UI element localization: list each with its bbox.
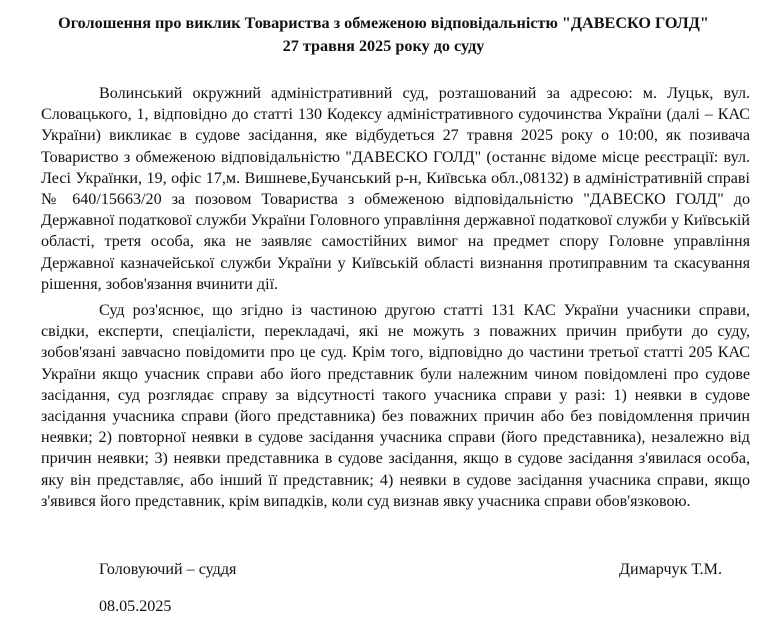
notice-title: Оголошення про виклик Товариства з обмеженою відповідальністю "ДАВЕСКО ГОЛД": [58, 14, 709, 32]
signer-name: Димарчук Т.М.: [618, 561, 722, 578]
signer-role: Головуючий – суддя: [99, 561, 237, 578]
document-date: 08.05.2025: [99, 598, 172, 615]
notice-date-line: 27 травня 2025 року до суду: [282, 37, 485, 55]
summons-paragraph: Волинський окружний адміністративний суд, розташований за адресою: м. Луцьк, вул. Словацького, 1, відповідно до статті 130 Кодексу адміністративного судочинства України (далі – КАС України) викликає в судове засідання, яке відбудеться 27 травня 2025 року о 10:00, як позивача Товариство з обмеженою відповідальністю "ДАВЕСКО ГОЛД" (останнє відоме місце реєстрації: вул. Лесі Українки, 19, офіс 17,м. Вишневе,Бучанський р-н, Київська обл.,08132) в адміністративній справі № 640/15663/20 за позовом Товариства з обмеженою відповідальністю "ДАВЕСКО ГОЛД" до Державної податкової служби України Головного управління державної податкової служби у Київській області, третя особа, яка не заявляє самостійних вимог на предмет спору Головне управління Державної казначейської служби України у Київській області визнання протиправним та скасування рішення, зобов'язання вчинити дії.: [41, 85, 750, 293]
explanation-paragraph: Суд роз'яснює, що згідно із частиною другою статті 131 КАС України учасники справи, свідки, експерти, спеціалісти, перекладачі, які не можуть з поважних причин прибути до суду, зобов'язані завчасно повідомити про це суд. Крім того, відповідно до частини третьої статті 205 КАС України якщо учасник справи або його представник були належним чином повідомлені про судове засідання, суд розглядає справу за відсутності такого учасника справи у разі: 1) неявки в судове засідання учасника справи (його представника) без поважних причин або без повідомлення причин неявки; 2) повторної неявки в судове засідання учасника справи (його представника), незалежно від причин неявки; 3) неявки представника в судове засідання, якщо в судове засідання з'явилася особа, яку він представляє, або інший її представник; 4) неявки в судове засідання учасника справи, якщо з'явився його представник, крім випадків, коли суд визнав явку учасника справи обов'язковою.: [41, 302, 750, 510]
